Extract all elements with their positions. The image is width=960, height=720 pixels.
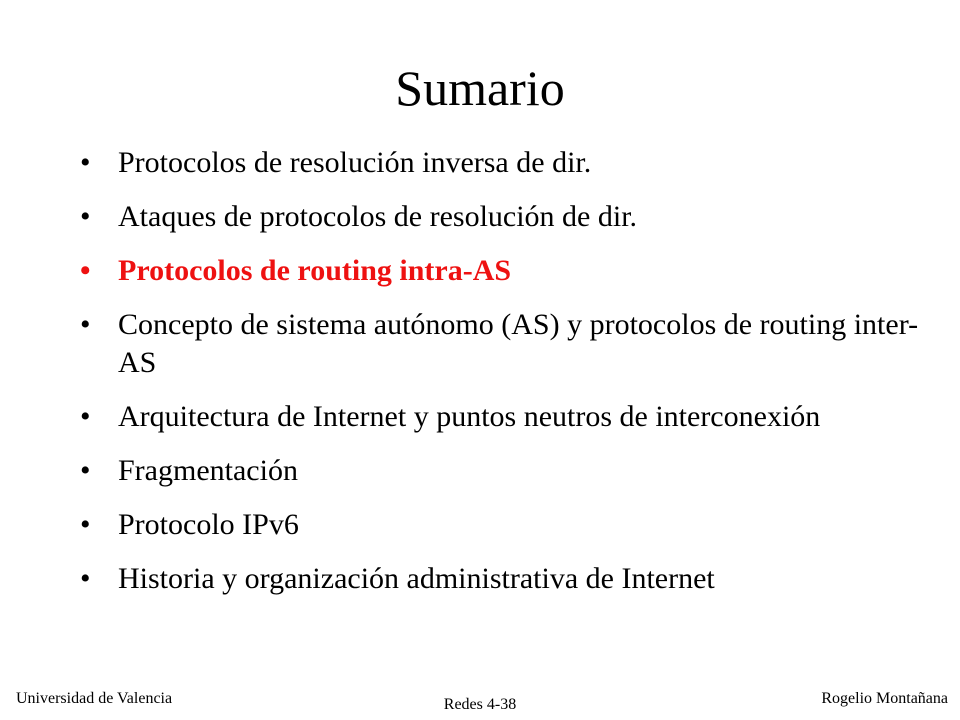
bullet-marker: •: [80, 254, 91, 287]
bullet-text: Historia y organización administrativa de Internet: [118, 562, 715, 595]
bullet-item: [80, 306, 920, 382]
bullet-item-highlighted: [80, 252, 920, 290]
footer-author: Rogelio Montañana: [821, 690, 948, 707]
bullet-marker: •: [80, 308, 91, 341]
bullet-marker: •: [80, 562, 91, 595]
slide-title: Sumario: [395, 60, 565, 116]
bullet-text: Concepto de sistema autónomo (AS) y protocolos de routing inter-AS: [118, 308, 919, 379]
bullet-item: [80, 144, 920, 182]
bullet-text: Fragmentación: [118, 454, 298, 487]
bullet-marker: •: [80, 454, 91, 487]
bullet-text: Protocolo IPv6: [118, 508, 299, 541]
bullet-text: Ataques de protocolos de resolución de dir.: [118, 200, 638, 233]
bullet-list: [80, 144, 920, 614]
bullet-text: Arquitectura de Internet y puntos neutros de interconexión: [118, 400, 821, 433]
bullet-text: Protocolos de routing intra-AS: [118, 254, 512, 287]
bullet-marker: •: [80, 200, 91, 233]
bullet-item: [80, 398, 920, 436]
bullet-item: [80, 452, 920, 490]
bullet-item: [80, 198, 920, 236]
footer-page-number: Redes 4-38: [443, 696, 517, 713]
footer-institution: Universidad de Valencia: [16, 690, 173, 707]
bullet-marker: •: [80, 508, 91, 541]
bullet-marker: •: [80, 400, 91, 433]
bullet-item: [80, 560, 920, 598]
bullet-text: Protocolos de resolución inversa de dir.: [118, 146, 592, 179]
bullet-marker: •: [80, 146, 91, 179]
bullet-item: [80, 506, 920, 544]
